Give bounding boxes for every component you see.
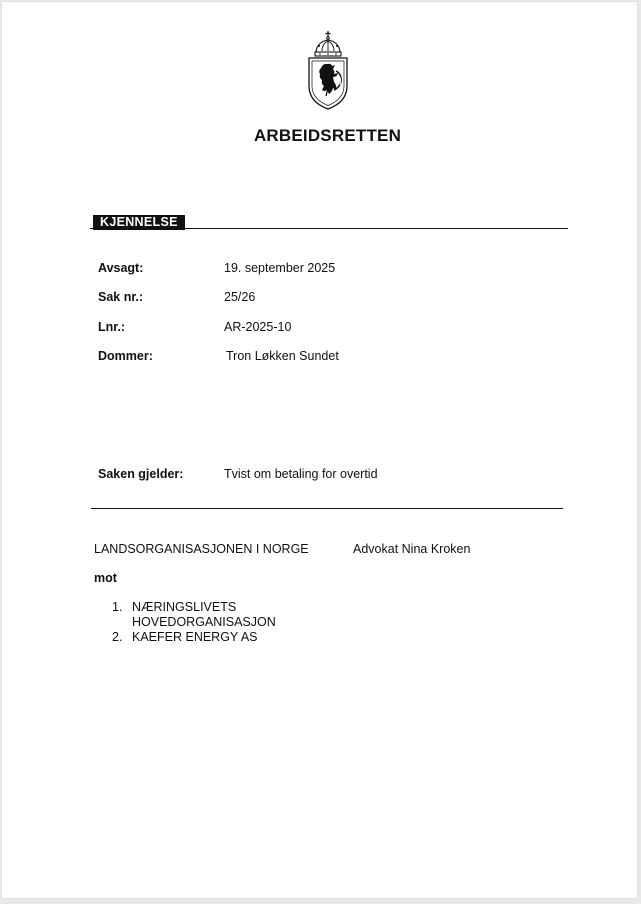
avsagt-label: Avsagt: [98,261,144,275]
document-page [2,2,637,898]
dommer-label: Dommer: [98,349,153,363]
sak-nr-label: Sak nr.: [98,290,144,304]
sak-nr-value: 25/26 [224,290,256,304]
court-name: ARBEIDSRETTEN [253,126,402,145]
section-tag: KJENNELSE [93,215,185,230]
respondent-list [112,600,372,645]
claimant-party: LANDSORGANISASJONEN I NORGE [94,542,309,556]
respondent-name: NÆRINGSLIVETS HOVEDORGANISASJON [132,600,276,629]
lnr-label: Lnr.: [98,320,126,334]
coat-of-arms-icon [304,30,352,110]
versus-label: mot [94,571,117,585]
claimant-counsel: Advokat Nina Kroken [353,542,471,556]
list-item [112,630,372,645]
list-item-number: 1. [112,600,123,614]
dommer-value: Tron Løkken Sundet [226,349,339,363]
saken-gjelder-label: Saken gjelder: [98,467,184,481]
saken-gjelder-value: Tvist om betaling for overtid [224,467,378,481]
lnr-value: AR-2025-10 [224,320,292,334]
list-item [112,600,372,630]
divider [91,508,563,509]
list-item-number: 2. [112,630,123,644]
avsagt-value: 19. september 2025 [224,261,336,275]
respondent-name: KAEFER ENERGY AS [132,630,258,644]
